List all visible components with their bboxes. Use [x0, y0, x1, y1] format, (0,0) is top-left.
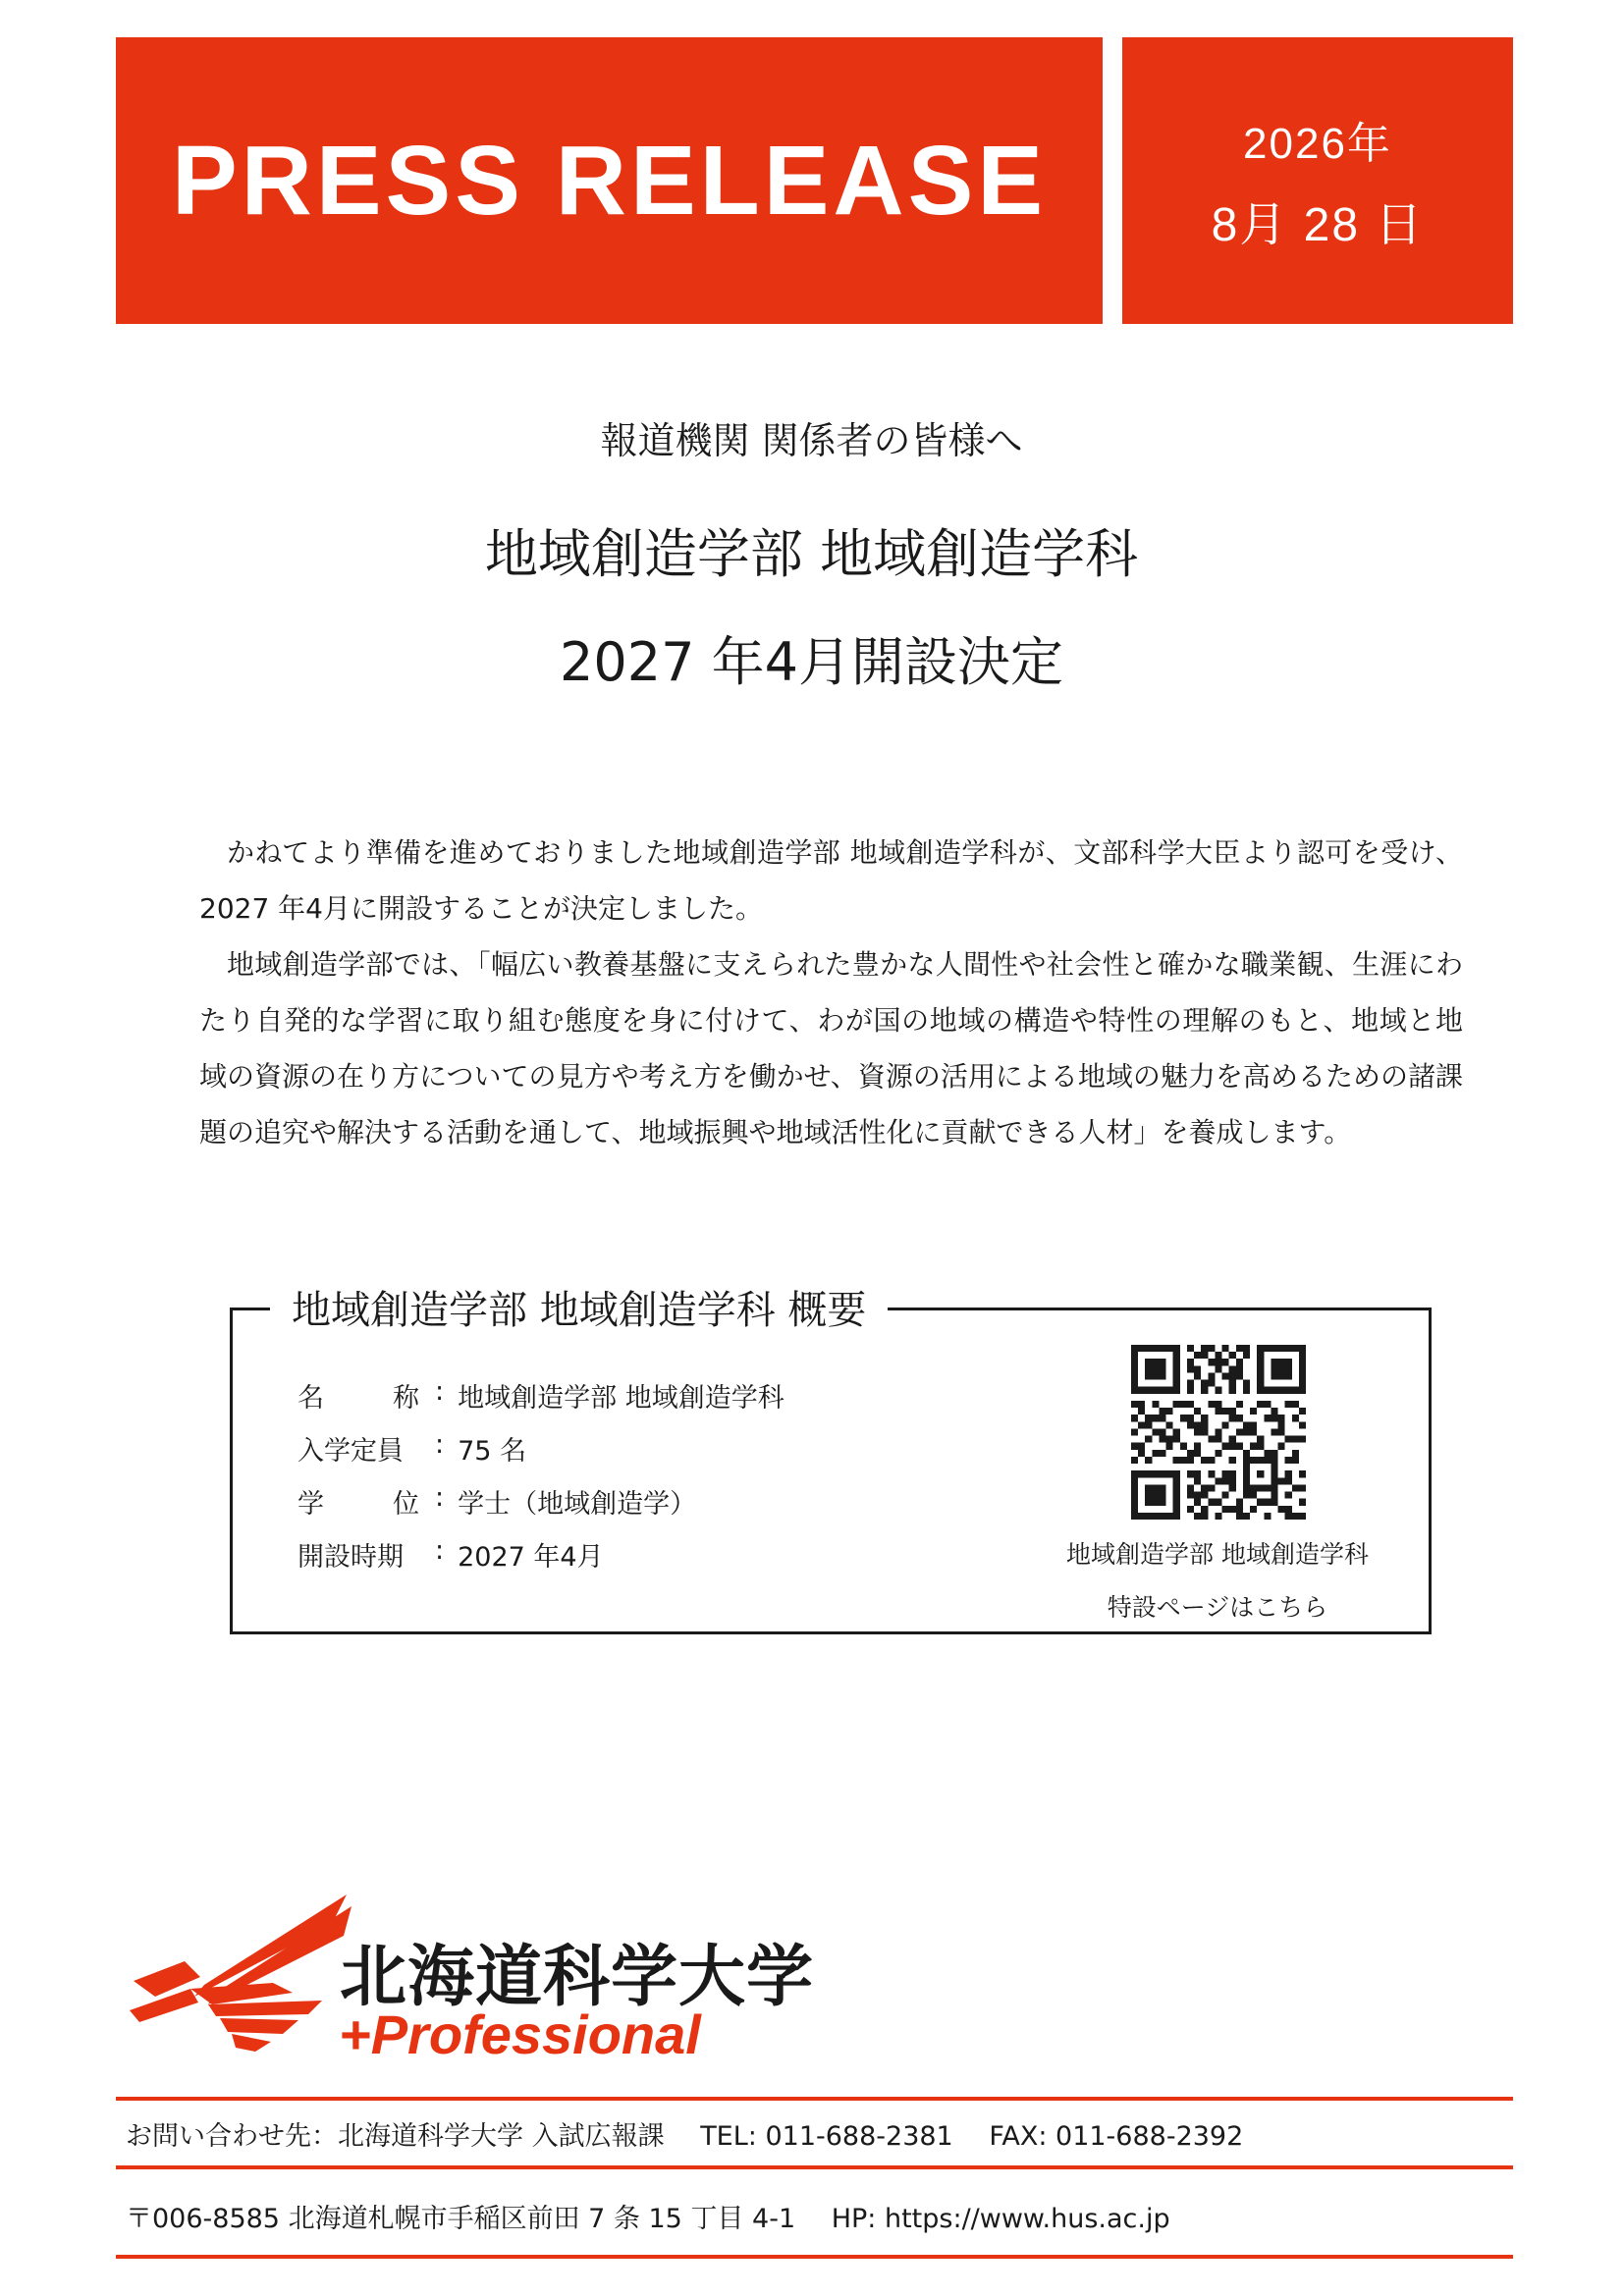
label-char: 位: [393, 1489, 419, 1520]
footer-contact: [126, 2114, 1271, 2153]
homepage-link[interactable]: HP: https://www.hus.ac.jp: [831, 2204, 1170, 2234]
body-paragraph: 地域創造学部では、「幅広い教養基盤に支えられた豊かな人間性や社会性と確かな職業観、生涯にわたり自発的な学習に取り組む態度を身に付けて、わが国の地域の構造や特性の理解のもと、地域と地域の資源の在り方についての見方や考え方を働かせ、資源の活用による地域の魅力を高めるための諸課題の追究や解決する活動を通して、地域振興や地域活性化に貢献できる人材」を養成します。: [199, 948, 1463, 1148]
university-name: 北海道科学大学: [340, 1939, 815, 2016]
overview-value: 地域創造学部 地域創造学科: [458, 1383, 784, 1414]
label-char: 称: [393, 1383, 419, 1414]
overview-value: 75 名: [458, 1436, 527, 1467]
overview-value: 2027 年4月: [458, 1542, 604, 1573]
qr-caption-link[interactable]: 特設ページはこちら: [1107, 1593, 1328, 1622]
contact-tel: TEL: 011-688-2381: [700, 2121, 953, 2152]
qr-code[interactable]: [1131, 1345, 1306, 1520]
footer-address: [126, 2197, 1198, 2235]
address: 〒006-8585 北海道札幌市手稲区前田 7 条 15 丁目 4-1: [126, 2204, 796, 2234]
overview-label: [298, 1482, 419, 1521]
separator: :: [435, 1482, 445, 1513]
contact-fax: FAX: 011-688-2392: [989, 2121, 1244, 2152]
footer-divider: [116, 2255, 1513, 2259]
overview-row-capacity: [298, 1429, 526, 1468]
separator: :: [435, 1535, 445, 1566]
page-title: 地域創造学部 地域創造学科: [484, 523, 1139, 585]
release-date: 8月 28 日: [1211, 199, 1425, 251]
overview-value: 学士（地域創造学）: [458, 1489, 697, 1520]
overview-label: [298, 1376, 419, 1415]
label-char: 名: [298, 1383, 324, 1414]
separator: :: [435, 1376, 445, 1407]
banner-title: PRESS RELEASE: [171, 125, 1048, 236]
overview-label: 開設時期: [298, 1542, 404, 1573]
university-tagline: +Professional: [339, 2003, 701, 2065]
label-char: 学: [298, 1489, 324, 1520]
contact-label: お問い合わせ先：北海道科学大学 入試広報課: [126, 2121, 665, 2152]
qr-modules: [1131, 1345, 1306, 1520]
overview-heading: 地域創造学部 地域創造学科 概要: [270, 1279, 888, 1335]
overview-row-name: [298, 1376, 784, 1415]
body-paragraph: かねてより準備を進めておりました地域創造学部 地域創造学科が、文部科学大臣より認可を受け、2027 年4月に開設することが決定しました。: [199, 836, 1463, 925]
overview-label: 入学定員: [298, 1436, 404, 1467]
qr-caption: 地域創造学部 地域創造学科: [1066, 1540, 1369, 1569]
separator: :: [435, 1429, 445, 1460]
overview-row-opening: [298, 1535, 604, 1574]
press-release-banner: [116, 37, 1103, 324]
overview-row-degree: [298, 1482, 696, 1521]
page-subtitle: 2027 年4月開設決定: [560, 631, 1063, 693]
date-banner: [1122, 37, 1513, 324]
footer-divider: [116, 2097, 1513, 2101]
footer-divider: [116, 2165, 1513, 2169]
body-text: [199, 825, 1463, 1160]
university-logo-mark: [126, 1895, 352, 2052]
addressee: 報道機関 関係者の皆様へ: [600, 419, 1023, 462]
release-year: 2026年: [1243, 120, 1392, 168]
